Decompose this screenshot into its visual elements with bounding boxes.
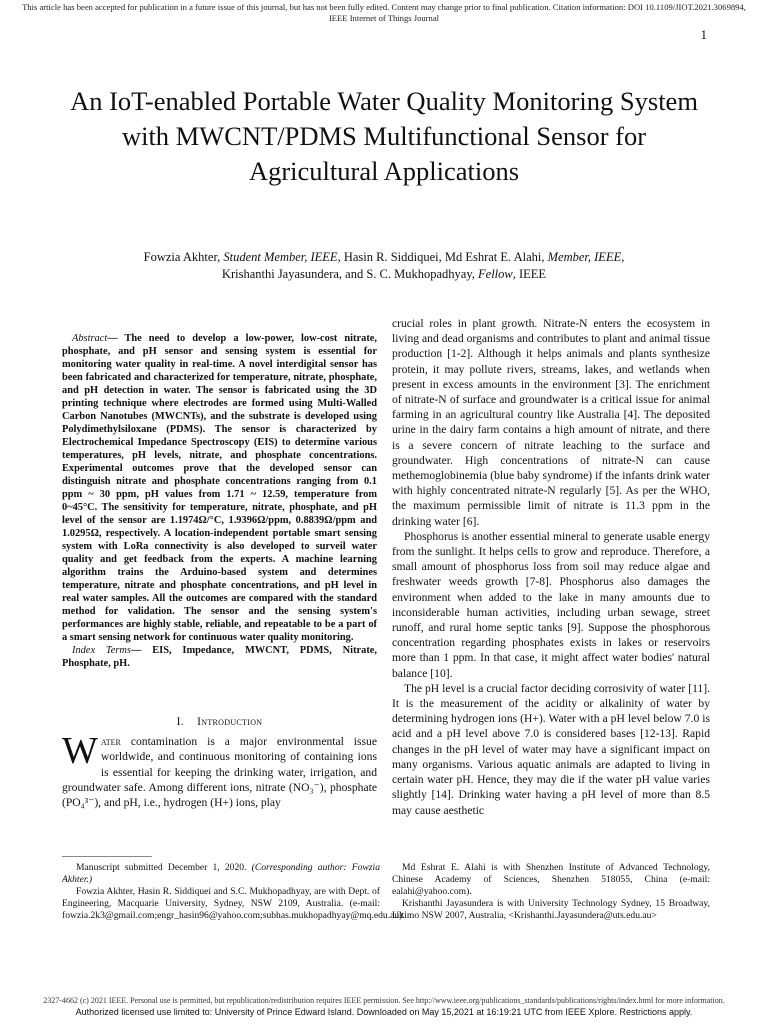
footnotes-left — [62, 862, 405, 922]
section-title: Introduction — [197, 716, 263, 728]
author-list — [60, 249, 708, 283]
author-role: Member, IEEE — [547, 250, 622, 264]
footnote-text: Manuscript submitted December 1, 2020. — [76, 862, 252, 873]
index-terms-text: — EIS, Impedance, MWCNT, PDMS, Nitrate, Phosphate, pH. — [62, 645, 378, 669]
section-numeral: I. — [176, 716, 184, 728]
journal-header-note: This article has been accepted for publication in a future issue of this journal, but has not been fully edited. Content may change prior to final publication. Citation information: DOI 10.1109/JIOT.2021.3069894, IEEE Internet of Things Journal — [22, 2, 746, 23]
first-word-rest: ater — [100, 735, 121, 749]
drop-cap-letter: W — [62, 730, 98, 773]
left-column — [62, 332, 377, 810]
author-text: Krishanthi Jayasundera, and S. C. Mukhopadhyay, — [221, 267, 479, 281]
author-text: , — [621, 250, 625, 264]
copyright-footer: 2327-4662 (c) 2021 IEEE. Personal use is permitted, but republication/redistribution requires IEEE permission. See http://www.ieee.org/publications_standards/publications/rights/index.html for more information. — [43, 996, 725, 1005]
intro-text: contamination is a major environmental issue worldwide, and continuous monitoring of containing ions is essential for keeping the drinking water, irrigation, and groundwater safe. Among different ions, nitrate (NO₃⁻), phosphate (PO₄³⁻), and pH, i.e., hydrogen (H+) ions, play — [62, 735, 377, 810]
body-paragraph-phosphorus: Phosphorus is another essential mineral to generate usable energy from the sunlight. It helps cells to grow and reproduce. Therefore, a small amount of phosphorus loss from soil may reduce algae and freshwater weeds growth [7-8]. Phosphorus also damages the environment when added to the lake in many amounts due to inconsiderable human activities, including urban sewage, street runoff, and rural home septic tanks [9]. Suppose the phosphorous concentration regarding phosphates exists in lakes or reservoirs more than 1 ppm. In that case, it might affect water bodies' natural balance [10]. — [392, 529, 710, 680]
paper-title: An IoT-enabled Portable Water Quality Monitoring System with MWCNT/PDMS Multifunctional Sensor for Agricultural Applications — [70, 86, 698, 186]
abstract-lead: Abstract — [72, 333, 108, 344]
page-number: 1 — [700, 27, 707, 42]
footnote-corresponding: (Corresponding author: Fowzia Akhter.) — [62, 862, 380, 885]
author-role: Student Member, IEEE — [223, 250, 338, 264]
intro-paragraph — [62, 730, 377, 810]
author-text: , IEEE — [512, 267, 547, 281]
author-text: Fowzia Akhter, — [143, 250, 224, 264]
author-line-2 — [60, 266, 708, 283]
index-terms — [62, 644, 377, 670]
footnote-manuscript — [62, 862, 380, 886]
footnotes-right — [392, 862, 710, 922]
abstract-text: — The need to develop a low-power, low-cost nitrate, phosphate, and pH sensor and sensing system is essential for monitoring water quality in real-time. A novel interdigital sensor has been fabricated and characterized for temperature, nitrate, phosphate, and pH detection in water. The sensor is fabricated using the 3D printing technique where electrodes are formed using Multi-Walled Carbon Nanotubes (MWCNTs), and the substrate is developed using Polydimethylsiloxane (PDMS). The sensor is characterized by Electrochemical Impedance Spectroscopy (EIS) to determine various temperatures, pH levels, nitrate, and phosphate concentrations. Experimental outcomes prove that the developed sensor can distinguish nitrate and phosphate concentrations ranging from 0.1 ppm ~ 30 ppm, pH values from 1.71 ~ 12.59, temperature from 0~45°C. The sensitivity for temperature, nitrate, phosphate, and pH level of the sensor are 1.1974Ω/°C, 1.9396Ω/ppm, 0.8839Ω/ppm and 1.0295Ω, respectively. A location-independent portable smart sensing system with LoRa connectivity is also developed to surveil water quality and get feedback from the experts. A machine learning algorithm trains the Arduino-based system and determines temperature, nitrate and phosphate concentrations, and pH level in real water samples. All the outcomes are compared with the standard method for validation. The sensor and the sensing system's performances are highly stable, reliable, and repeatable to be a part of a smart sensing network for continuous water quality monitoring. — [62, 333, 377, 643]
author-line-1 — [60, 249, 708, 266]
index-terms-lead: Index Terms — [72, 645, 131, 656]
author-text: , Hasin R. Siddiquei, Md Eshrat E. Alahi, — [337, 250, 548, 264]
author-role: Fellow — [478, 267, 513, 281]
footnote-affiliation: Fowzia Akhter, Hasin R. Siddiquei and S.C. Mukhopadhyay, are with Dept. of Engineering, Macquarie University, Sydney, NSW 2109, Australia. (e-mail: fowzia.2k3@gmail.com;engr_hasin96@yahoo.com;subhas.mukhopadhyay@mq.edu.au). — [62, 886, 405, 921]
license-footer: Authorized licensed use limited to: University of Prince Edward Island. Downloaded on May 15,2021 at 16:19:21 UTC from IEEE Xplore. Restrictions apply. — [75, 1007, 693, 1017]
body-paragraph-nitrate: crucial roles in plant growth. Nitrate-N enters the ecosystem in living and dead organisms and contributes to plant and animal tissue production [1-2]. Although it helps animals and plants synthesize protein, it may pollute rivers, streams, lakes, and wetlands when present in excess amounts in the environment [3]. The enrichment of nitrate-N of surface and groundwater is a critical issue for animal farming in an agricultural country like Australia [4]. The deposited urine in the dairy farm contains a high amount of nitrate, and there is a severe concern of nitrate leaching to the surface and groundwater. High concentrations of nitrate-N can cause methemoglobinemia (blue baby syndrome) if the infants drink water with highly concentrated nitrate-N regularly [5]. As per the WHO, the maximum permissible limit of nitrate is 11.3 ppm in the drinking water [6]. — [392, 317, 710, 528]
body-paragraph-ph: The pH level is a crucial factor deciding corrosivity of water [11]. It is the measurement of the acidity or alkalinity of water by determining hydrogen ions (H+). Water with a pH level below 7.0 is acid and a pH level above 7.0 is considered bases [12-13]. Rapid changes in the pH level of water may have a significant impact on many organisms. Various aquatic animals are adapted to living in certain water pH. Hence, they may die if the water pH value varies slightly [14]. Drinking water having a pH level of more than 8.5 may cause aesthetic — [392, 681, 710, 817]
footnote-alahi: Md Eshrat E. Alahi is with Shenzhen Institute of Advanced Technology, Chinese Academy of Sciences, Shenzhen 518055, China (e-mail: ealahi@yahoo.com). — [392, 862, 710, 897]
abstract — [62, 332, 377, 644]
section-heading-introduction — [62, 715, 377, 730]
footnote-divider — [62, 856, 152, 857]
footnote-jayasundera: Krishanthi Jayasundera is with University Technology Sydney, 15 Broadway, Ultimo NSW 2007, Australia, <Krishanthi.Jayasundera@uts.edu.au> — [392, 898, 710, 921]
right-column — [392, 316, 710, 818]
